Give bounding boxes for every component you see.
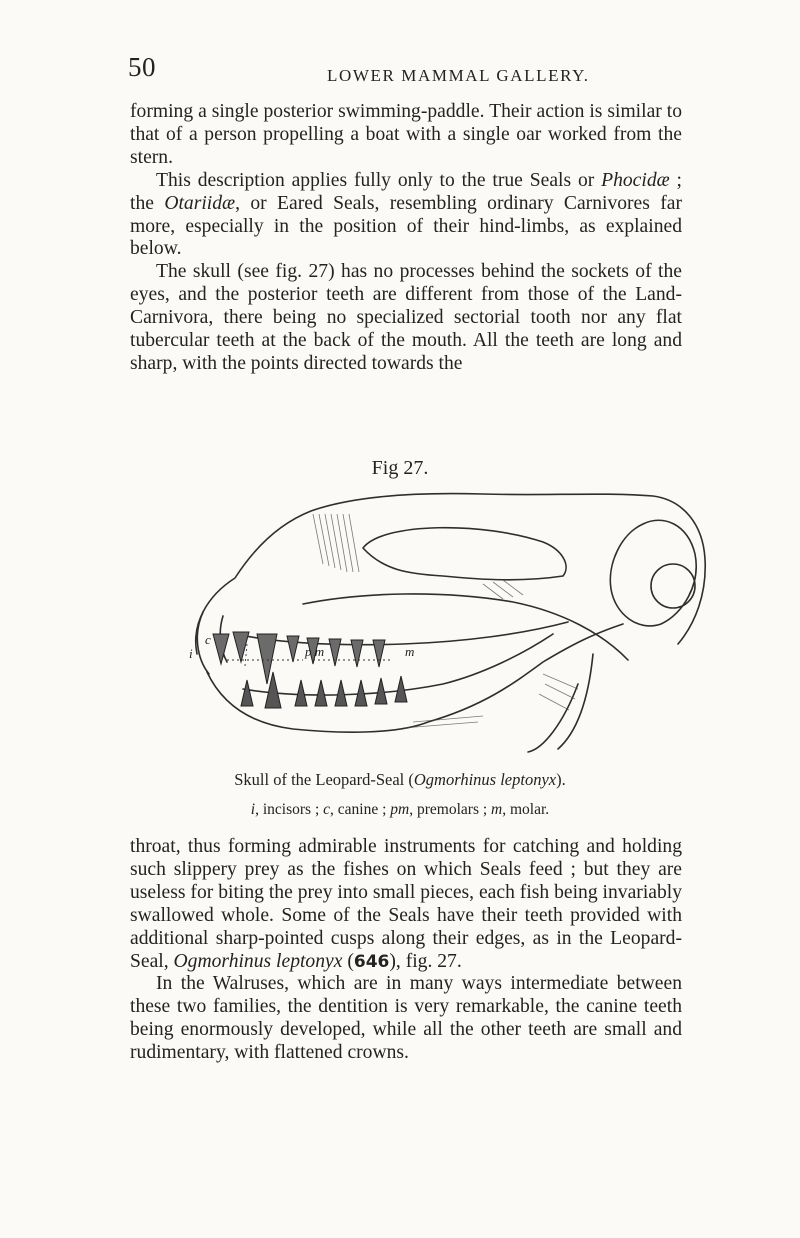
legend-text: , canine ; — [330, 801, 391, 818]
legend-key: c — [323, 801, 331, 818]
figure-label: Fig 27. — [371, 457, 429, 479]
paragraph: forming a single posterior swimming-paddle. Their action is similar to that of a person propelling a boat with a single oar worked from the stern. — [130, 101, 682, 168]
legend-key: m — [491, 801, 503, 818]
legend-key: i — [250, 801, 256, 818]
text-run: ; the — [130, 169, 683, 214]
body-text-top — [130, 101, 682, 376]
text-run: ), fig. 27. — [389, 950, 462, 972]
caption-taxon: Ogmorhinus leptonyx — [413, 770, 557, 789]
figure-legend — [0, 801, 800, 819]
label-pm: p m — [305, 644, 325, 659]
running-head: LOWER MAMMAL GALLERY. — [327, 66, 590, 85]
paragraph: In the Walruses, which are in many ways intermediate between these two families, the dentition is very remarkable, the canine teeth being enormously developed, while all the other teeth are small and rudimentary, with flattened crowns. — [130, 973, 682, 1064]
figure-caption — [0, 770, 800, 790]
legend-text: , premolars ; — [409, 801, 492, 818]
label-c: c — [205, 632, 211, 647]
text-run: This description applies fully only to the true Seals or — [156, 169, 602, 191]
body-text-bottom — [130, 836, 682, 1065]
page-number: 50 — [128, 52, 156, 82]
taxon-name: Otariidæ — [164, 192, 236, 214]
label-i: i — [189, 646, 193, 661]
label-m: m — [405, 644, 415, 659]
legend-key: pm — [390, 801, 410, 818]
text-run: , or Eared Seals, resembling ordinary Carnivores far more, especially in the position of their hind-limbs, as explained below. — [130, 192, 682, 260]
caption-text: ). — [556, 770, 566, 789]
text-run: ( — [342, 950, 354, 972]
specimen-number: 646 — [353, 951, 390, 972]
legend-text: , incisors ; — [255, 801, 324, 818]
text-run: throat, thus forming admirable instruments for catching and holding such slippery prey as the fishes on which Seals feed ; but they are useless for biting the prey into small pieces, each fish being invariably swallowed whole. Some of the Seals have their teeth provided with additional sharp-pointed cusps along their edges, as in the Leopard-Seal, — [130, 836, 682, 972]
taxon-name: Ogmorhinus leptonyx — [173, 950, 343, 972]
paragraph: The skull (see fig. 27) has no processes behind the sockets of the eyes, and the posterior teeth are different from those of the Land-Carnivora, there being no specialized sectorial tooth nor any flat tubercular teeth at the back of the mouth. All the teeth are long and sharp, with the points directed towards the — [130, 261, 682, 374]
paragraph — [130, 170, 682, 262]
caption-text: Skull of the Leopard-Seal ( — [234, 770, 414, 789]
taxon-name: Phocidæ — [601, 169, 670, 191]
paragraph — [130, 836, 682, 973]
skull-illustration — [183, 484, 708, 754]
legend-text: , molar. — [502, 801, 550, 818]
